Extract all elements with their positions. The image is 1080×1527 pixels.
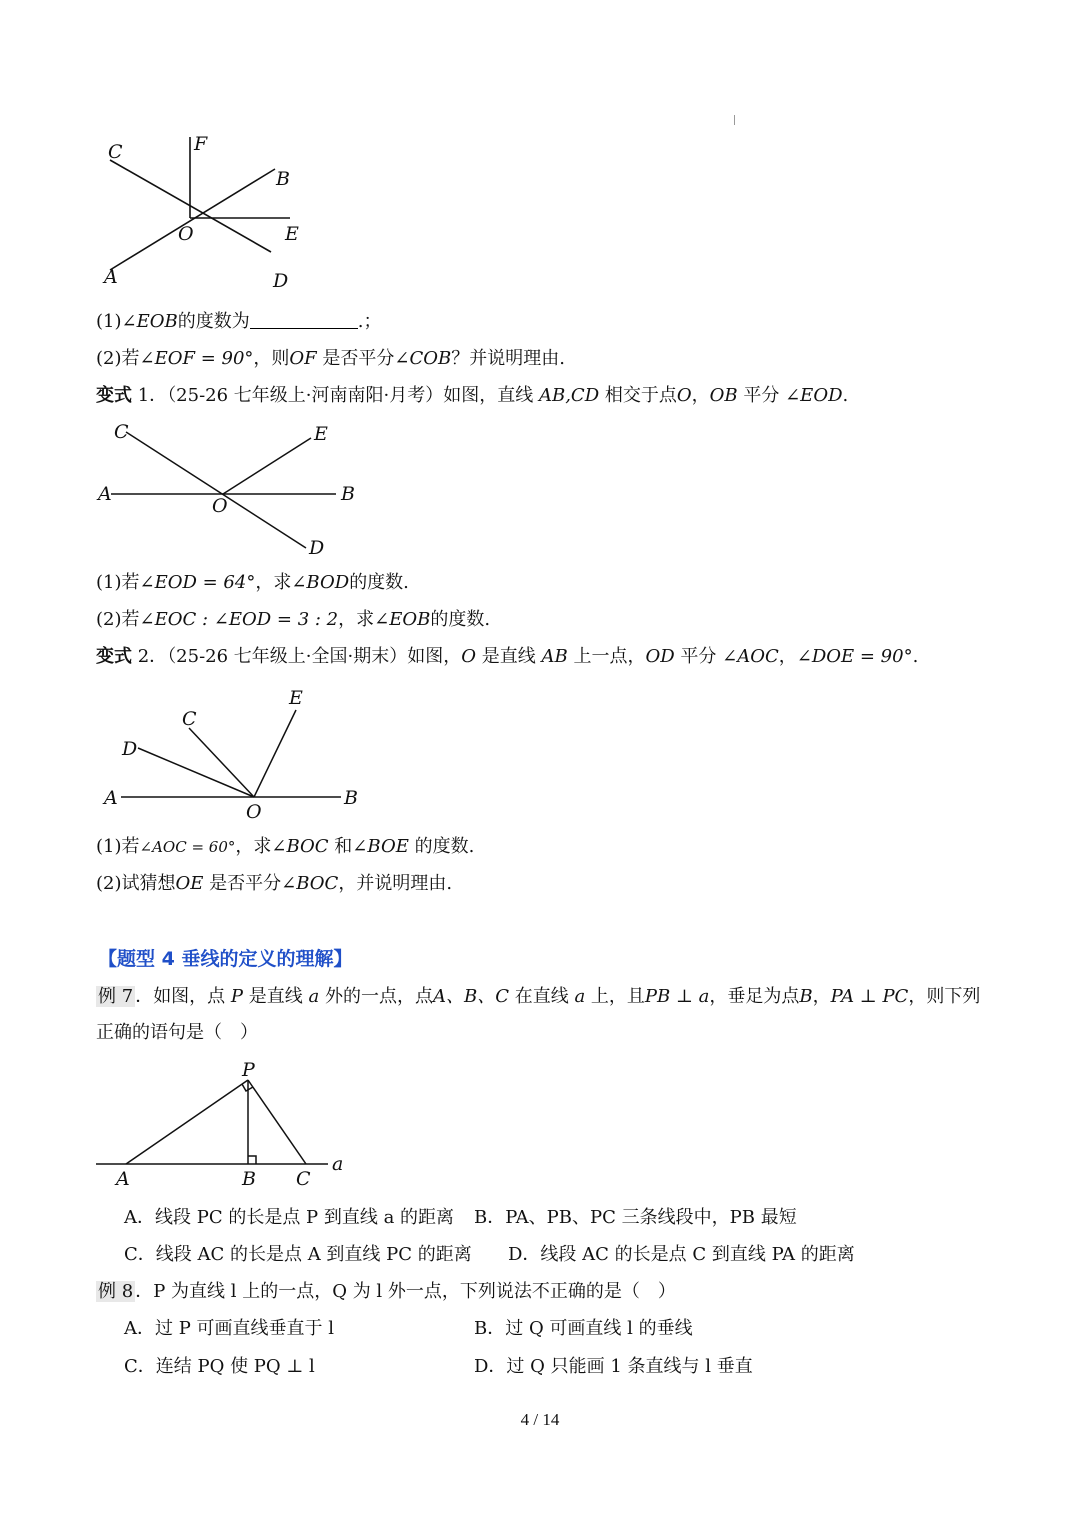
label-line-a: a xyxy=(332,1153,344,1175)
label-b: B xyxy=(276,168,290,190)
label-o: O xyxy=(246,801,262,823)
example7-stem-line2: 正确的语句是（ ） xyxy=(96,1022,258,1043)
example7-option-d[interactable]: D．线段 AC 的长是点 C 到直线 PA 的距离 xyxy=(508,1244,855,1265)
label-c: C xyxy=(296,1168,311,1190)
label-o: O xyxy=(212,495,228,517)
variant2-part1: (1)若∠AOC = 60°，求∠BOC 和∠BOE 的度数. xyxy=(96,836,475,857)
segment-pa xyxy=(126,1080,248,1164)
ray-od xyxy=(138,748,254,797)
example7-option-b[interactable]: B．PA、PB、PC 三条线段中，PB 最短 xyxy=(474,1207,797,1228)
example7-option-a[interactable]: A．线段 PC 的长是点 P 到直线 a 的距离 xyxy=(124,1207,455,1228)
label-d: D xyxy=(122,738,138,760)
label-b: B xyxy=(242,1168,256,1190)
label-a: A xyxy=(98,483,112,505)
label-e: E xyxy=(314,423,328,445)
label-d: D xyxy=(273,270,289,292)
line-cd xyxy=(126,432,306,548)
label-e: E xyxy=(285,223,299,245)
answer-blank[interactable] xyxy=(250,310,358,329)
example7-stem-line1: 例 7 ．如图，点 P 是直线 a 外的一点，点A、B、C 在直线 a 上，且PB ⊥ a，垂足为点B，PA ⊥ PC，则下列 xyxy=(98,986,981,1007)
figure-variant1 xyxy=(96,420,366,560)
variant1-stem: 变式 1．（25-26 七年级上·河南南阳·月考）如图，直线 AB,CD 相交于点O，OB 平分 ∠EOD. xyxy=(96,385,849,406)
ray-oc xyxy=(189,728,254,797)
label-a: A xyxy=(104,787,118,809)
ray-oe xyxy=(223,438,311,494)
example8-option-a[interactable]: A．过 P 可画直线垂直于 l xyxy=(124,1318,335,1339)
page-number: 4 / 14 xyxy=(520,1410,560,1429)
example8-option-b[interactable]: B．过 Q 可画直线 l 的垂线 xyxy=(474,1318,693,1339)
ray-ob-oa xyxy=(110,169,275,270)
margin-mark xyxy=(734,115,735,125)
example8-option-c[interactable]: C．连结 PQ 使 PQ ⊥ l xyxy=(124,1356,315,1377)
figure-1-angles xyxy=(96,130,326,295)
q1-part1: (1)∠EOB的度数为 .； xyxy=(96,311,382,332)
example7-option-c[interactable]: C．线段 AC 的长是点 A 到直线 PC 的距离 xyxy=(124,1244,472,1265)
label-b: B xyxy=(344,787,358,809)
label-a: A xyxy=(104,266,118,288)
example8-option-d[interactable]: D．过 Q 只能画 1 条直线与 l 垂直 xyxy=(474,1356,753,1377)
label-b: B xyxy=(341,483,355,505)
q1-part2: (2)若∠EOF = 90°，则OF 是否平分∠COB？并说明理由. xyxy=(96,348,565,369)
label-p: P xyxy=(242,1059,255,1081)
ray-oe xyxy=(254,710,296,797)
figure-variant2 xyxy=(96,685,376,825)
section-heading: 【题型 4 垂线的定义的理解】 xyxy=(98,948,353,970)
label-c: C xyxy=(182,708,197,730)
label-c: C xyxy=(114,421,129,443)
variant1-part2: (2)若∠EOC : ∠EOD = 3 : 2，求∠EOB的度数. xyxy=(96,609,491,630)
label-a: A xyxy=(116,1168,130,1190)
variant1-part1: (1)若∠EOD = 64°，求∠BOD的度数. xyxy=(96,572,409,593)
right-angle-b xyxy=(248,1156,256,1164)
figure-example7 xyxy=(96,1058,356,1193)
label-c: C xyxy=(108,141,123,163)
variant2-stem: 变式 2．（25-26 七年级上·全国·期末）如图，O 是直线 AB 上一点，OD 平分 ∠AOC，∠DOE = 90°. xyxy=(96,646,919,667)
label-d: D xyxy=(309,537,325,559)
example8-stem: 例 8 ．P 为直线 l 上的一点，Q 为 l 外一点，下列说法不正确的是（ ） xyxy=(98,1281,676,1302)
label-e: E xyxy=(289,687,303,709)
label-o: O xyxy=(178,223,194,245)
variant2-part2: (2)试猜想OE 是否平分∠BOC，并说明理由. xyxy=(96,873,453,894)
segment-pc xyxy=(248,1080,306,1164)
label-f: F xyxy=(194,133,208,155)
